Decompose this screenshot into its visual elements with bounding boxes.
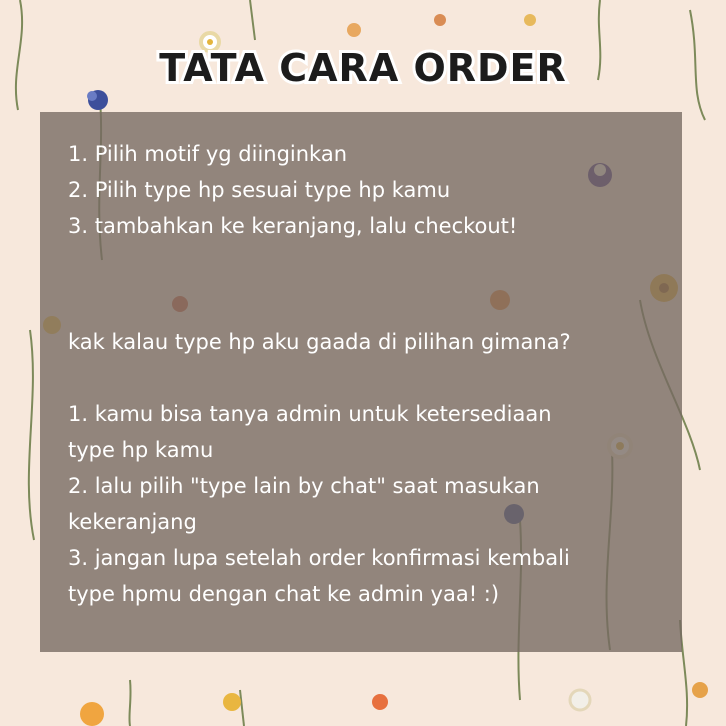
faq-question [68,324,571,360]
step-1: 1. Pilih motif yg diinginkan [68,142,348,166]
answer-line-1: 1. kamu bisa tanya admin untuk ketersediaan [68,402,552,426]
question-text: kak kalau type hp aku gaada di pilihan gimana? [68,330,571,354]
order-steps [68,136,517,244]
answer-line-6: type hpmu dengan chat ke admin yaa! :) [68,582,500,606]
answer-line-2: type hp kamu [68,438,214,462]
page-title: TATA CARA ORDER [159,46,567,90]
answer-line-3: 2. lalu pilih "type lain by chat" saat masukan [68,474,540,498]
step-3: 3. tambahkan ke keranjang, lalu checkout! [68,214,518,238]
answer-line-5: 3. jangan lupa setelah order konfirmasi kembali [68,546,570,570]
faq-answers [68,396,570,612]
step-2: 2. Pilih type hp sesuai type hp kamu [68,178,451,202]
answer-line-4: kekeranjang [68,510,197,534]
